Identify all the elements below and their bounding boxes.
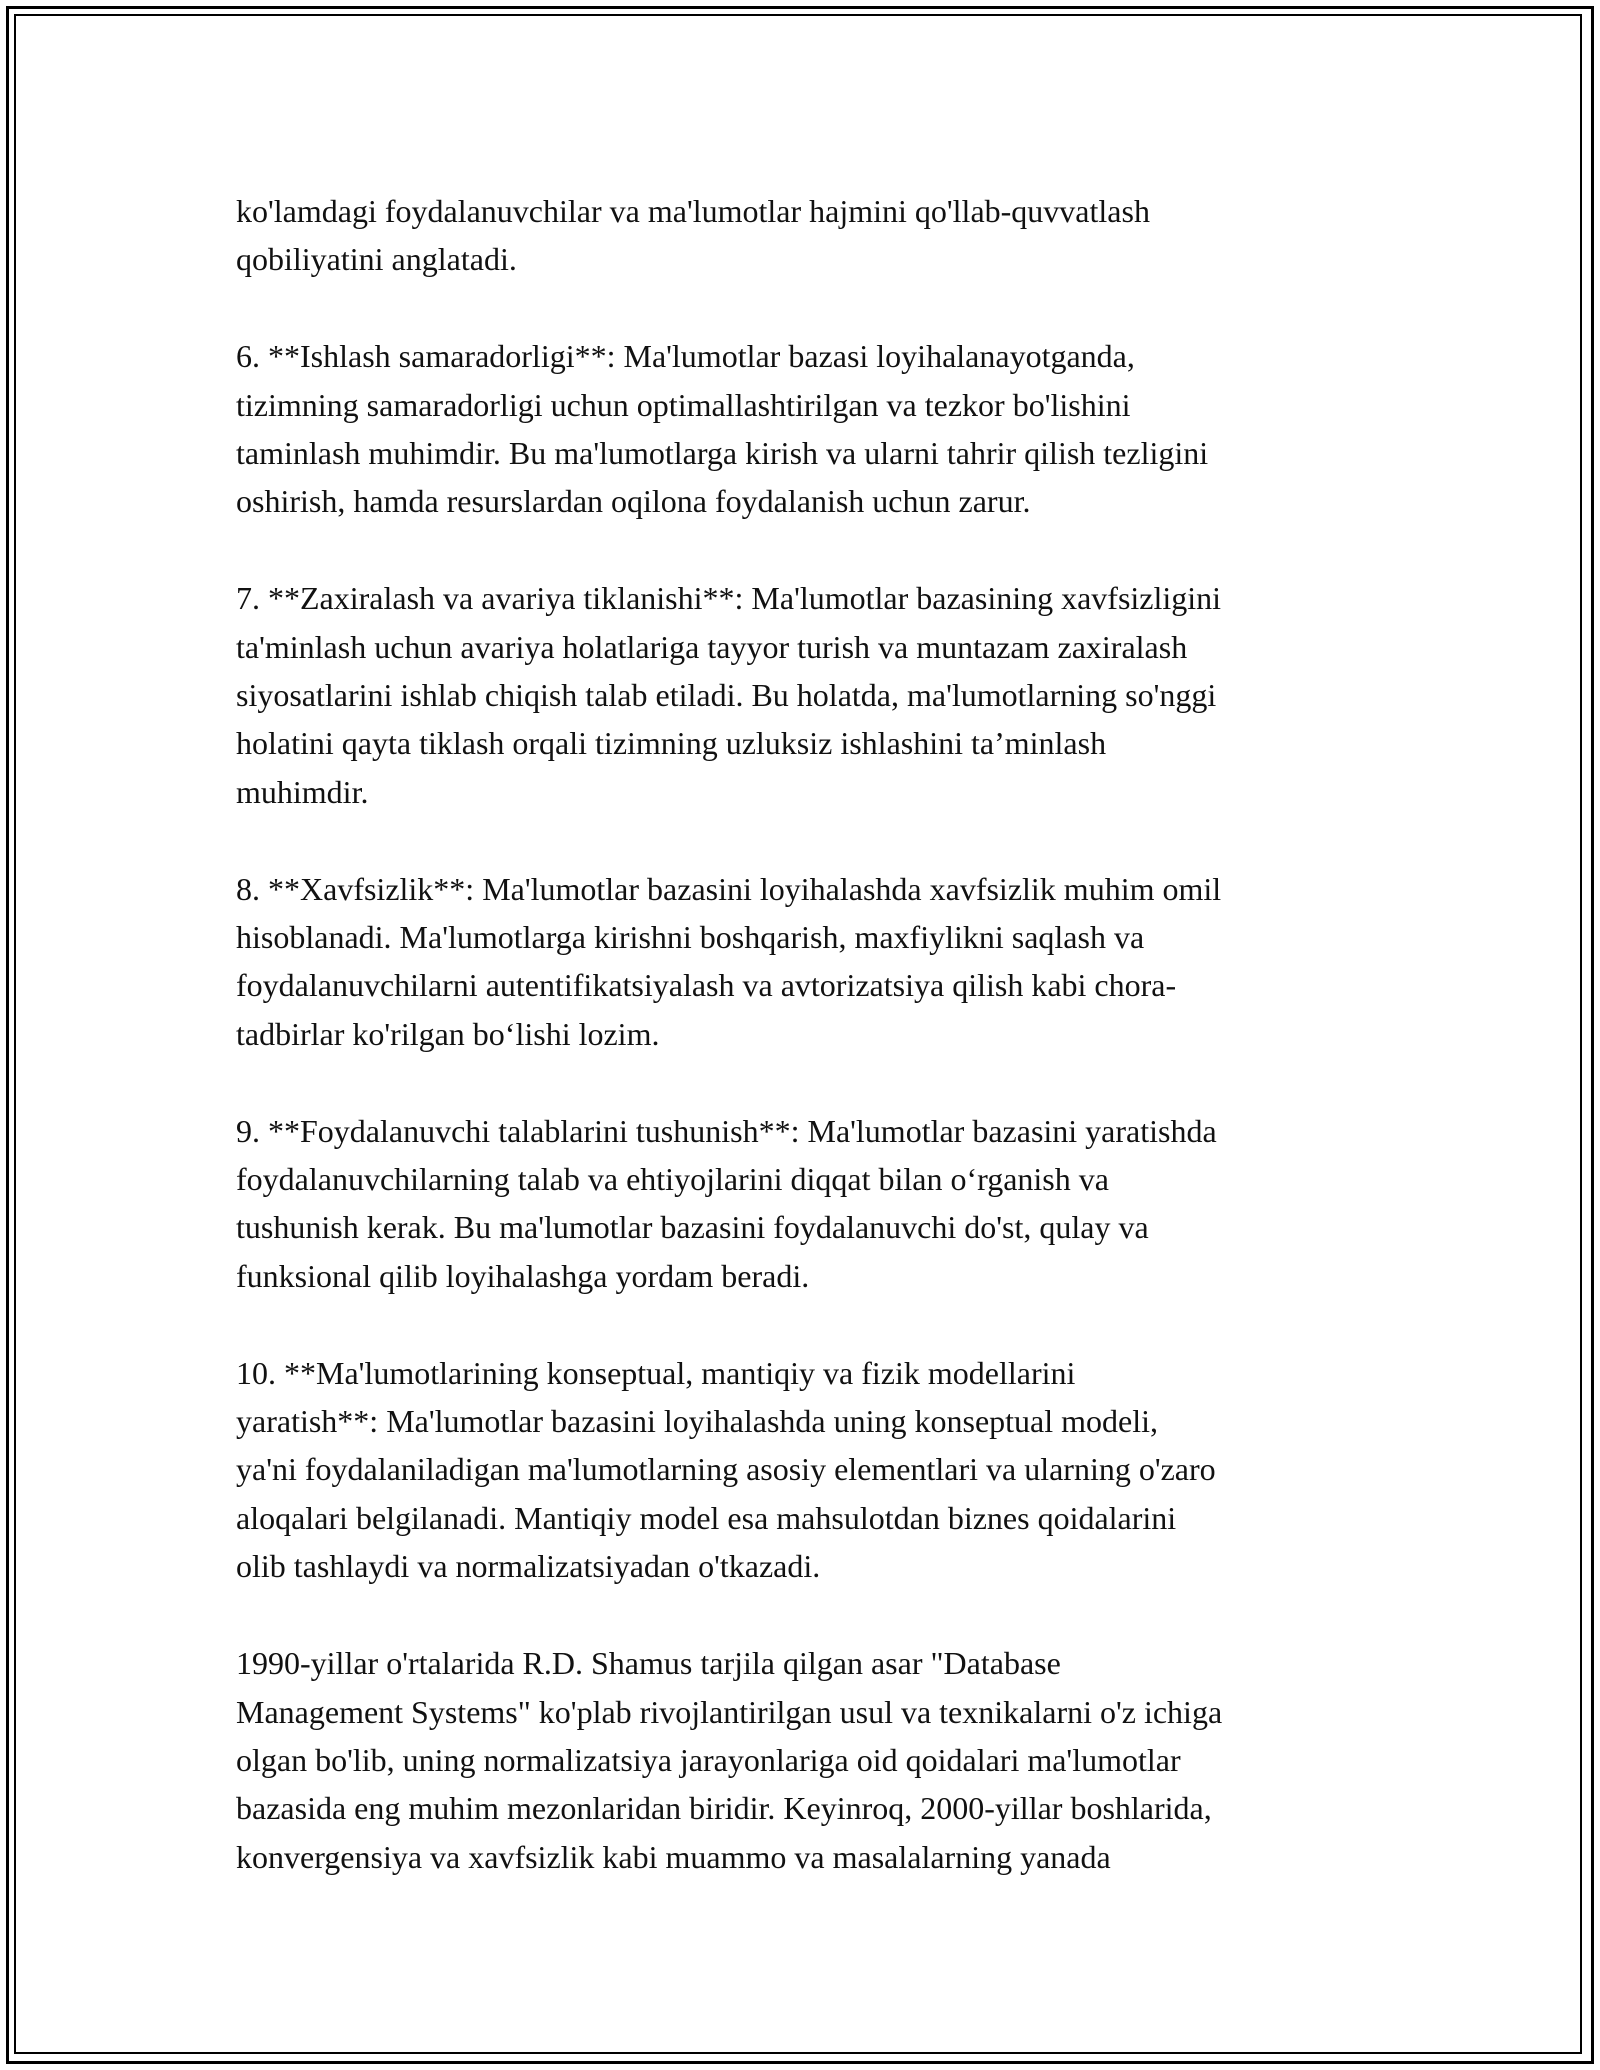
paragraph-history	[236, 1639, 1376, 1881]
paragraph-scalability-continuation	[236, 187, 1376, 284]
paragraph-item-10-data-models	[236, 1349, 1376, 1591]
text-line: holatini qayta tiklash orqali tizimning uzluksiz ishlashini ta’minlash	[236, 725, 1107, 762]
text-line: 9. **Foydalanuvchi talablarini tushunish**: Ma'lumotlar bazasini yaratishda	[236, 1112, 1217, 1149]
text-line: qobiliyatini anglatadi.	[236, 241, 517, 278]
text-line: 7. **Zaxiralash va avariya tiklanishi**: Ma'lumotlar bazasining xavfsizligini	[236, 580, 1222, 617]
paragraph-item-9-user-requirements	[236, 1107, 1376, 1301]
text-line: foydalanuvchilarni autentifikatsiyalash va avtorizatsiya qilish kabi chora-	[236, 967, 1177, 1004]
text-line: olib tashlaydi va normalizatsiyadan o'tkazadi.	[236, 1548, 821, 1585]
text-line: olgan bo'lib, uning normalizatsiya jarayonlariga oid qoidalari ma'lumotlar	[236, 1741, 1181, 1778]
text-line: Management Systems" ko'plab rivojlantirilgan usul va texnikalarni o'z ichiga	[236, 1693, 1223, 1730]
text-line: aloqalari belgilanadi. Mantiqiy model esa mahsulotdan biznes qoidalarini	[236, 1499, 1177, 1536]
text-line: siyosatlarini ishlab chiqish talab etiladi. Bu holatda, ma'lumotlarning so'nggi	[236, 677, 1217, 714]
text-line: ta'minlash uchun avariya holatlariga tayyor turish va muntazam zaxiralash	[236, 628, 1188, 665]
text-line: konvergensiya va xavfsizlik kabi muammo va masalalarning yanada	[236, 1838, 1111, 1875]
text-line: ko'lamdagi foydalanuvchilar va ma'lumotlar hajmini qo'llab-quvvatlash	[236, 193, 1150, 229]
text-line: 6. **Ishlash samaradorligi**: Ma'lumotlar bazasi loyihalanayotganda,	[236, 338, 1135, 375]
document-body	[236, 187, 1376, 1930]
text-line: 10. **Ma'lumotlarining konseptual, mantiqiy va fizik modellarini	[236, 1354, 1076, 1391]
text-line: tushunish kerak. Bu ma'lumotlar bazasini foydalanuvchi do'st, qulay va	[236, 1209, 1149, 1246]
text-line: 8. **Xavfsizlik**: Ma'lumotlar bazasini loyihalashda xavfsizlik muhim omil	[236, 870, 1222, 907]
text-line: tadbirlar ko'rilgan bo‘lishi lozim.	[236, 1015, 660, 1052]
text-line: funksional qilib loyihalashga yordam beradi.	[236, 1257, 810, 1294]
paragraph-item-8-security	[236, 865, 1376, 1059]
text-line: bazasida eng muhim mezonlaridan biridir. Keyinroq, 2000-yillar boshlarida,	[236, 1790, 1212, 1827]
text-line: foydalanuvchilarning talab va ehtiyojlarini diqqat bilan o‘rganish va	[236, 1161, 1109, 1198]
paragraph-item-7-backup-recovery	[236, 574, 1376, 816]
text-line: muhimdir.	[236, 773, 369, 810]
text-line: tizimning samaradorligi uchun optimallashtirilgan va tezkor bo'lishini	[236, 386, 1131, 423]
text-line: yaratish**: Ma'lumotlar bazasini loyihalashda uning konseptual modeli,	[236, 1403, 1159, 1440]
text-line: oshirish, hamda resurslardan oqilona foydalanish uchun zarur.	[236, 483, 1031, 520]
text-line: 1990-yillar o'rtalarida R.D. Shamus tarjila qilgan asar "Database	[236, 1645, 1061, 1682]
text-line: hisoblanadi. Ma'lumotlarga kirishni boshqarish, maxfiylikni saqlash va	[236, 919, 1145, 956]
text-line: ya'ni foydalaniladigan ma'lumotlarning asosiy elementlari va ularning o'zaro	[236, 1451, 1216, 1488]
paragraph-item-6-performance	[236, 332, 1376, 526]
text-line: taminlash muhimdir. Bu ma'lumotlarga kirish va ularni tahrir qilish tezligini	[236, 435, 1209, 472]
